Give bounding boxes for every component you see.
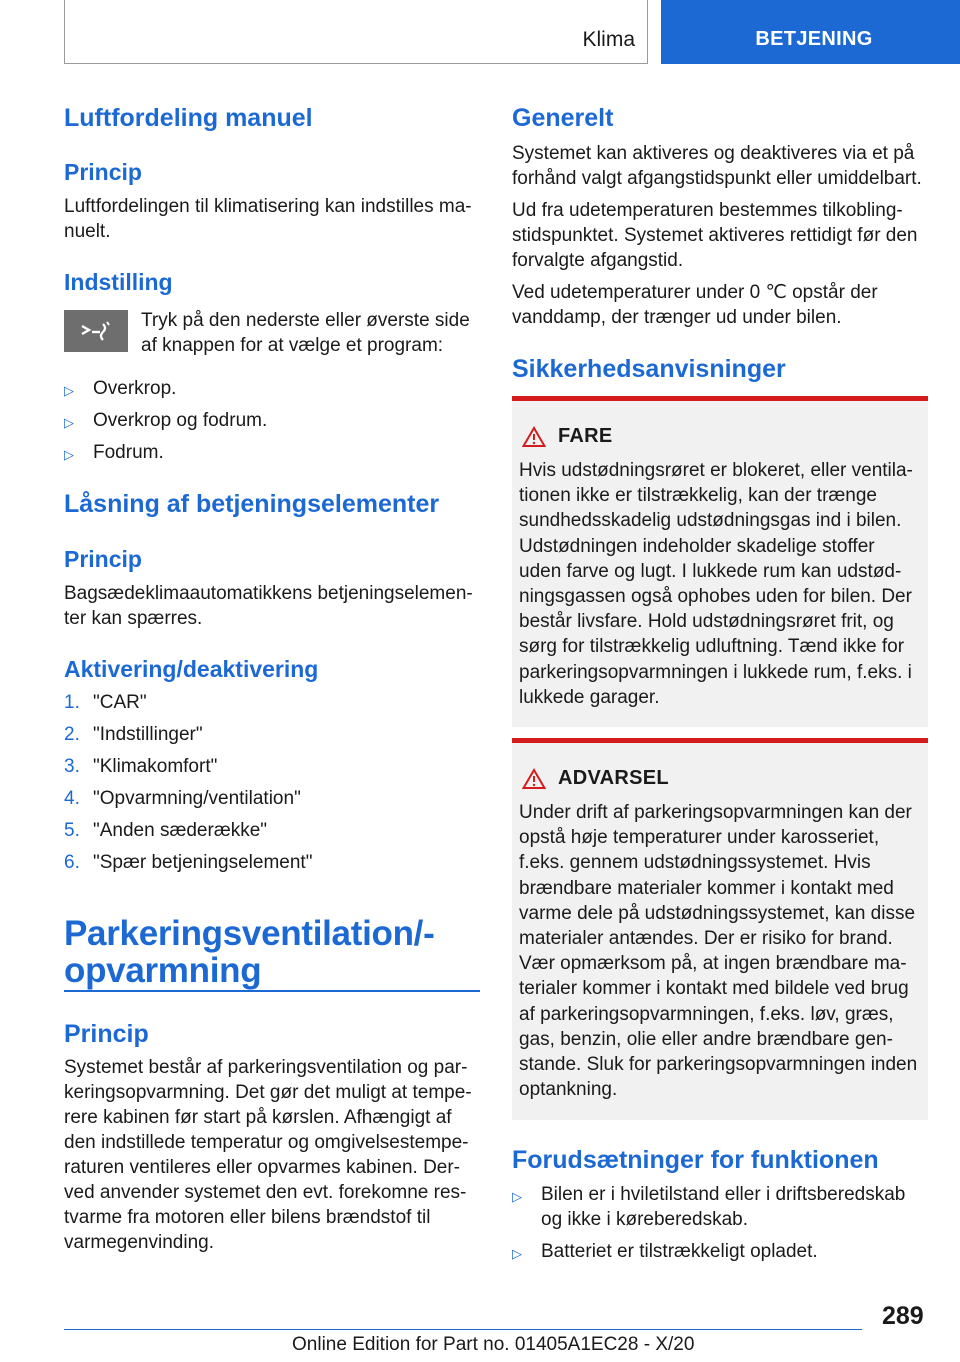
warning-triangle-icon bbox=[522, 426, 546, 448]
section-divider bbox=[64, 990, 480, 992]
step-item: 6. "Spær betjeningselement" bbox=[64, 852, 313, 873]
heading-luftfordeling: Luftfordeling manuel bbox=[64, 104, 313, 132]
danger-box bbox=[512, 396, 928, 727]
header-frame bbox=[64, 0, 648, 64]
heading-princip-2: Princip bbox=[64, 546, 142, 572]
footer-edition: Online Edition for Part no. 01405A1EC28 - X/20 bbox=[292, 1334, 695, 1355]
warning-triangle-icon bbox=[522, 768, 546, 790]
list-item: ▷ Bilen er i hviletilstand eller i driftsberedskab og ikke i køreberedskab. bbox=[512, 1184, 906, 1230]
warning-text: Under drift af parkeringsopvarmningen kan der opstå høje temperaturer under karosseriet, f.eks. gennem udstødningssystemet. Hvis brændbare materialer kommer i kontakt med varme dele på udstødningssystemet, kan disse materialer antændes. Der er risiko for brand. Vær opmærksom på, at ingen brændbare ma- terialer kommer i kontakt med bildele ved brug af parkeringsopvarmningen, f.eks. løv, græs, gas, benzin, olie eller andre brændbare gen- stande. Sluk for parkeringsopvarmningen inden optankning. bbox=[519, 802, 918, 1101]
heading-forudsaetninger: Forudsætninger for funktionen bbox=[512, 1146, 879, 1174]
triangle-bullet-icon: ▷ bbox=[512, 1246, 522, 1261]
text-princip-2: Bagsædeklimaautomatikkens betjeningselemen- ter kan spærres. bbox=[64, 583, 473, 629]
text-indstilling: Tryk på den nederste eller øverste side af knappen for at vælge et program: bbox=[141, 310, 470, 356]
list-item: ▷ Batteriet er tilstrækkeligt opladet. bbox=[512, 1239, 818, 1266]
header-chapter-tab bbox=[661, 0, 960, 64]
heading-princip-3: Princip bbox=[64, 1020, 149, 1048]
heading-indstilling: Indstilling bbox=[64, 269, 173, 295]
heading-laasning: Låsning af betjeningselementer bbox=[64, 490, 440, 518]
text-princip-1: Luftfordelingen til klimatisering kan indstilles ma- nuelt. bbox=[64, 196, 472, 242]
footer-divider bbox=[64, 1329, 862, 1330]
page-number: 289 bbox=[882, 1302, 924, 1330]
header-chapter-label: BETJENING bbox=[755, 28, 873, 50]
heading-aktivering: Aktivering/deaktivering bbox=[64, 656, 319, 682]
step-item: 5. "Anden sæderække" bbox=[64, 820, 268, 841]
triangle-bullet-icon: ▷ bbox=[64, 447, 74, 462]
danger-header bbox=[522, 425, 613, 448]
heading-generelt: Generelt bbox=[512, 104, 614, 132]
step-item: 4. "Opvarmning/ventilation" bbox=[64, 788, 301, 809]
list-item: ▷ Fodrum. bbox=[64, 440, 164, 467]
triangle-bullet-icon: ▷ bbox=[64, 383, 74, 398]
heading-parkering: Parkeringsventilation/- opvarmning bbox=[64, 914, 435, 990]
header-section: Klima bbox=[582, 28, 635, 51]
step-item: 2. "Indstillinger" bbox=[64, 724, 203, 745]
warning-box bbox=[512, 738, 928, 1120]
step-item: 3. "Klimakomfort" bbox=[64, 756, 218, 777]
text-generelt-1: Systemet kan aktiveres og deaktiveres via et på forhånd valgt afgangstidspunkt eller umiddelbart. bbox=[512, 143, 922, 189]
warning-title: ADVARSEL bbox=[558, 767, 669, 789]
list-item: ▷ Overkrop. bbox=[64, 376, 176, 403]
triangle-bullet-icon: ▷ bbox=[64, 415, 74, 430]
list-item: ▷ Overkrop og fodrum. bbox=[64, 408, 267, 435]
text-princip-3: Systemet består af parkeringsventilation og par- keringsopvarmning. Det gør det muligt at tempe- rere kabinen før start på kørslen. Afhængigt af den indstillede temperatur og omgivelsestempe- raturen ventileres eller opvarmes kabinen. Der- ved anvender systemet den evt. forekomne res- tvarme fra motoren eller bilens brændstof til varmegenvinding. bbox=[64, 1057, 472, 1253]
text-generelt-3: Ved udetemperaturer under 0 ℃ opstår der vanddamp, der trænger ud under bilen. bbox=[512, 282, 878, 328]
triangle-bullet-icon: ▷ bbox=[512, 1189, 522, 1204]
step-item: 1. "CAR" bbox=[64, 692, 147, 713]
warning-header bbox=[522, 767, 669, 790]
heading-princip-1: Princip bbox=[64, 159, 142, 185]
danger-title: FARE bbox=[558, 425, 613, 447]
heading-sikkerhed: Sikkerhedsanvisninger bbox=[512, 355, 786, 383]
airflow-button-icon bbox=[64, 310, 128, 352]
danger-text: Hvis udstødningsrøret er blokeret, eller ventila- tionen ikke er tilstrækkelig, kan der trænge sundhedsskadelig udstødningsgas ind i bilen. Udstødningen indeholder skadelige stoffer uden farve og lugt. I lukkede rum kan udstød- ningsgassen også ophobes uden for bilen. Der består livsfare. Hold udstødningsrøret frit, og sørg for tilstrækkelig udluftning. Tænd ikke for parkeringsopvarmningen i lukkede rum, f.eks. i lukkede garager. bbox=[519, 460, 913, 708]
text-generelt-2: Ud fra udetemperaturen bestemmes tilkobling- stidspunktet. Systemet aktiveres rettidigt før den forvalgte afgangstid. bbox=[512, 200, 918, 271]
